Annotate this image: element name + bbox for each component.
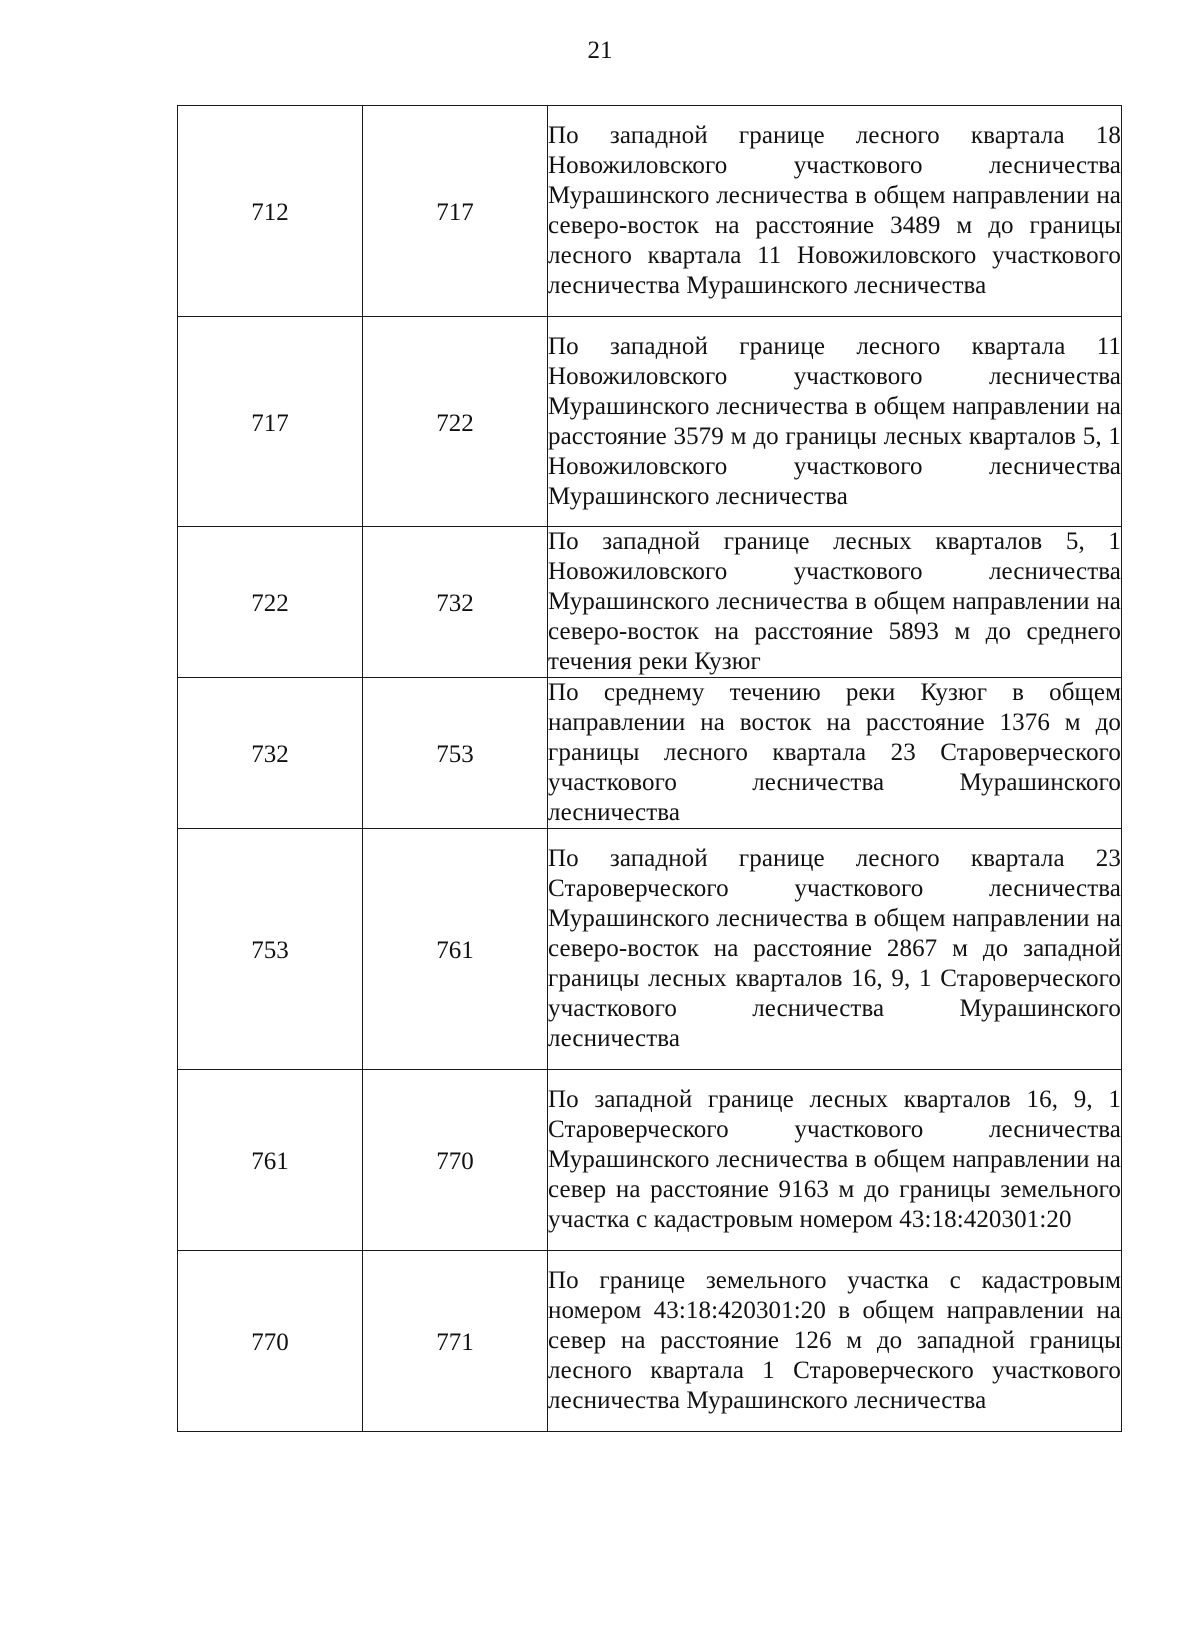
to-point: 732 xyxy=(436,590,474,617)
from-point-cell xyxy=(178,678,363,829)
to-point: 770 xyxy=(436,1148,474,1175)
to-point: 722 xyxy=(436,409,474,437)
table-row xyxy=(178,678,1122,829)
from-point: 761 xyxy=(251,1148,289,1175)
from-point: 753 xyxy=(251,937,289,964)
boundary-description: По западной границе лесного квартала 11 Новожиловского участкового лесничества Мурашинского лесничества в общем направлении на расстояние 3579 м до границы лесных кварталов 5, 1 Новожиловского участкового лесничества Мурашинского лесничества xyxy=(548,317,1122,527)
table-row xyxy=(178,527,1122,678)
to-point: 761 xyxy=(436,937,474,964)
to-point: 717 xyxy=(436,199,474,226)
from-point-cell xyxy=(178,1251,363,1432)
boundary-description: По западной границе лесного квартала 23 Староверческого участкового лесничества Мурашинского лесничества в общем направлении на северо-восток на расстояние 2867 м до западной границы лесных кварталов 16, 9, 1 Староверческого участкового лесничества Мурашинского лесничества xyxy=(548,829,1122,1070)
to-point-cell xyxy=(363,527,548,678)
from-point-cell xyxy=(178,106,363,317)
from-point: 722 xyxy=(251,590,289,617)
boundary-description: По западной границе лесного квартала 18 Новожиловского участкового лесничества Мурашинского лесничества в общем направлении на северо-восток на расстояние 3489 м до границы лесного квартала 11 Новожиловского участкового лесничества Мурашинского лесничества xyxy=(548,106,1122,317)
to-point-cell xyxy=(363,829,548,1070)
to-point-cell xyxy=(363,106,548,317)
table-row xyxy=(178,106,1122,317)
table-row xyxy=(178,1070,1122,1251)
page-number: 21 xyxy=(587,37,613,64)
to-point-cell xyxy=(363,678,548,829)
from-point-cell xyxy=(178,1070,363,1251)
boundary-table xyxy=(177,105,1122,1432)
table-row xyxy=(178,1251,1122,1432)
table-row xyxy=(178,317,1122,527)
from-point: 732 xyxy=(251,741,289,768)
from-point-cell xyxy=(178,829,363,1070)
from-point: 717 xyxy=(251,409,289,437)
boundary-description: По западной границе лесных кварталов 5, 1 Новожиловского участкового лесничества Мурашинского лесничества в общем направлении на северо-восток на расстояние 5893 м до среднего течения реки Кузюг xyxy=(548,527,1122,678)
to-point-cell xyxy=(363,1251,548,1432)
to-point-cell xyxy=(363,1070,548,1251)
to-point: 771 xyxy=(436,1329,474,1356)
table-row xyxy=(178,829,1122,1070)
from-point: 712 xyxy=(251,199,289,226)
from-point-cell xyxy=(178,317,363,527)
boundary-description: По среднему течению реки Кузюг в общем направлении на восток на расстояние 1376 м до границы лесного квартала 23 Староверческого участкового лесничества Мурашинского лесничества xyxy=(548,678,1122,829)
boundary-description: По границе земельного участка с кадастровым номером 43:18:420301:20 в общем направлении на север на расстояние 126 м до западной границы лесного квартала 1 Староверческого участкового лесничества Мурашинского лесничества xyxy=(548,1251,1122,1432)
to-point-cell xyxy=(363,317,548,527)
from-point-cell xyxy=(178,527,363,678)
to-point: 753 xyxy=(436,741,474,768)
from-point: 770 xyxy=(251,1329,289,1356)
boundary-description: По западной границе лесных кварталов 16, 9, 1 Староверческого участкового лесничества Мурашинского лесничества в общем направлении на север на расстояние 9163 м до границы земельного участка с кадастровым номером 43:18:420301:20 xyxy=(548,1070,1122,1251)
